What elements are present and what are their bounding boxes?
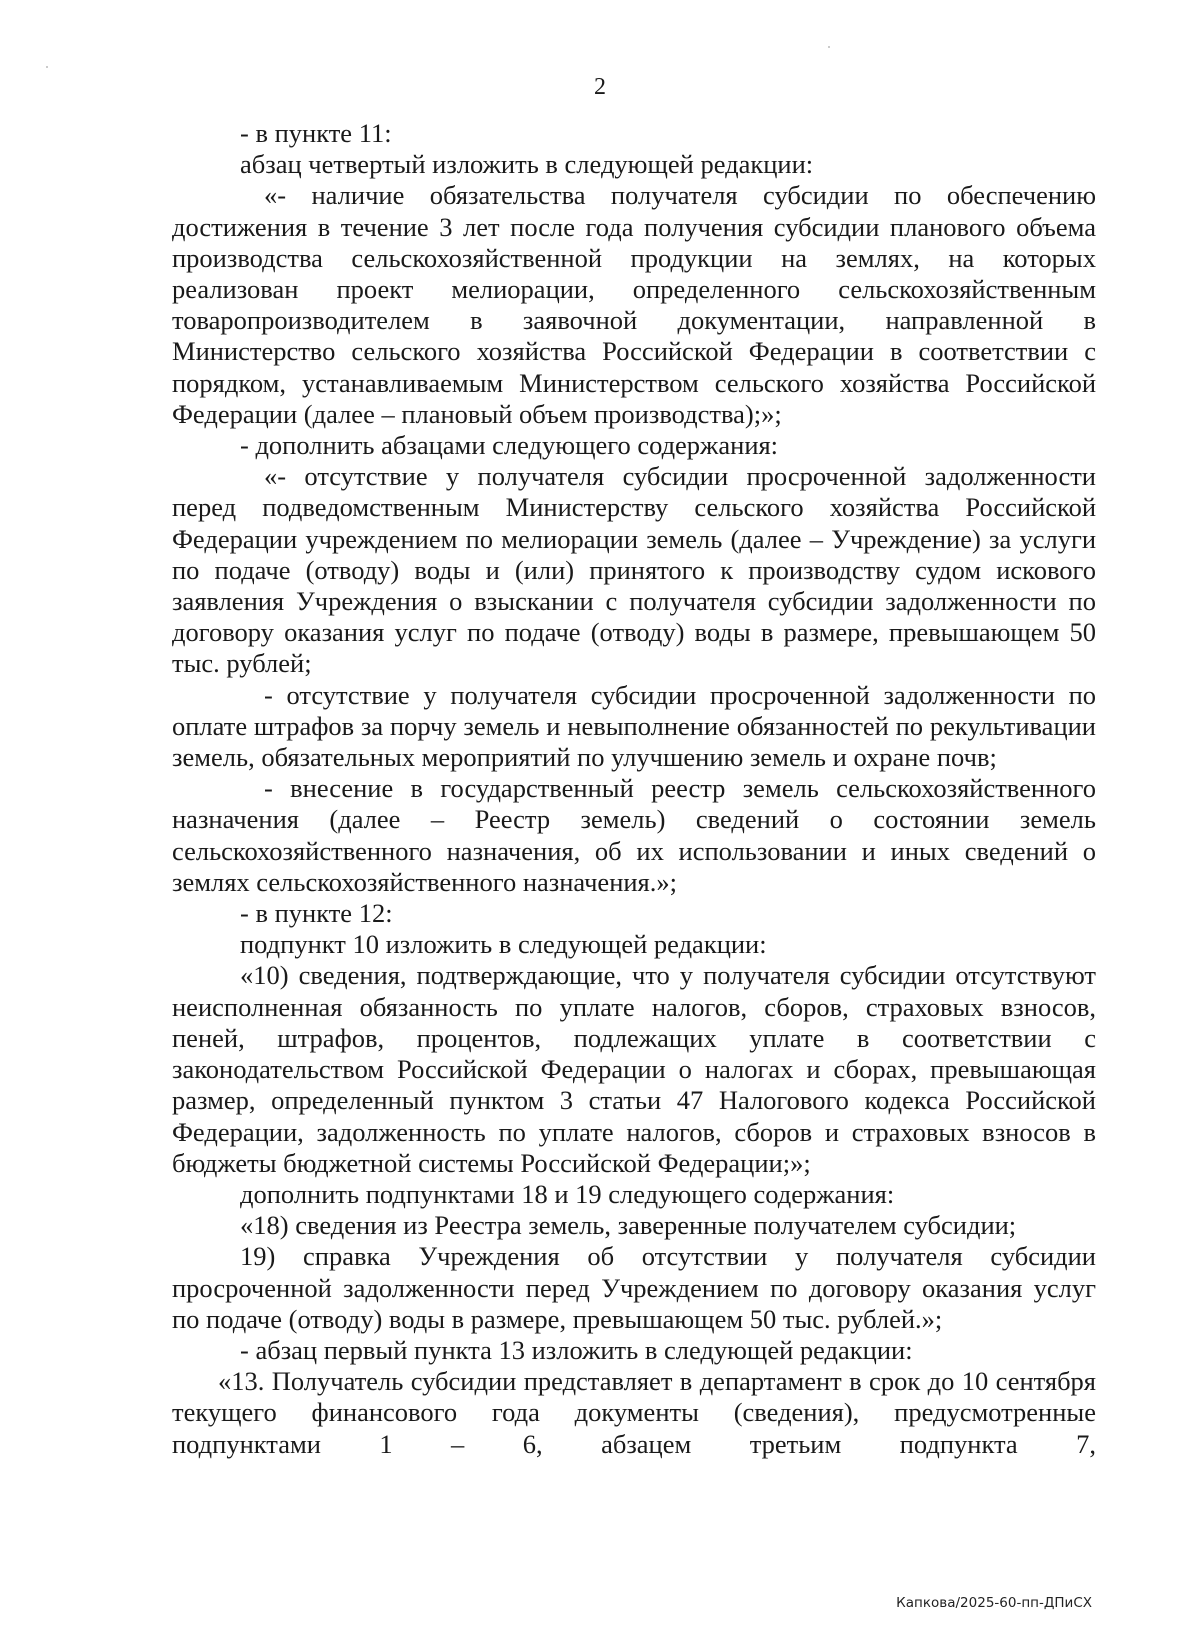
paragraph: - внесение в государственный реестр земель сельскохозяйственного назначения (далее – Реестр земель) сведений о состоянии земель сельскохозяйственного назначения, об их использовании и иных сведений о землях сельскохозяйственного назначения.»; (172, 773, 1096, 897)
paragraph: подпункт 10 изложить в следующей редакции: (240, 929, 767, 960)
paragraph: - абзац первый пункта 13 изложить в следующей редакции: (240, 1334, 913, 1365)
scan-speck (46, 66, 48, 68)
paragraph: абзац четвертый изложить в следующей редакции: (240, 149, 814, 180)
paragraph: «13. Получатель субсидии представляет в департамент в срок до 10 сентября текущего финансового года документы (сведения), предусмотренные подпунктами 1 – 6, абзацем третьим подпункта 7, (172, 1366, 1096, 1459)
paragraph: - дополнить абзацами следующего содержания: (240, 430, 779, 461)
paragraph: - отсутствие у получателя субсидии просроченной задолженности по оплате штрафов за порчу земель и невыполнение обязанностей по рекультивации земель, обязательных мероприятий по улучшению земель и охране почв; (172, 679, 1096, 773)
paragraph: «18) сведения из Реестра земель, заверенные получателем субсидии; (240, 1210, 1017, 1241)
paragraph: «10) сведения, подтверждающие, что у получателя субсидии отсутствуют неисполненная обязанность по уплате налогов, сборов, страховых взносов, пеней, штрафов, процентов, подлежащих уплате в соответствии с законодательством Российской Федерации о налогах и сборах, превышающая размер, определенный пунктом 3 статьи 47 Налогового кодекса Российской Федерации, задолженность по уплате налогов, сборов и страховых взносов в бюджеты бюджетной системы Российской Федерации;»; (172, 960, 1096, 1178)
page-number: 2 (594, 74, 606, 100)
paragraph: 19) справка Учреждения об отсутствии у получателя субсидии просроченной задолженности перед Учреждением по договору оказания услуг по подаче (отводу) воды в размере, превышающем 50 тыс. рублей.»; (172, 1241, 1096, 1334)
scan-speck (828, 46, 830, 48)
paragraph: «- отсутствие у получателя субсидии просроченной задолженности перед подведомственным Министерству сельского хозяйства Российской Федерации учреждением по мелиорации земель (далее – Учреждение) за услуги по подаче (отводу) воды и (или) принятого к производству судом искового заявления Учреждения о взыскании с получателя субсидии задолженности по договору оказания услуг по подаче (отводу) воды в размере, превышающем 50 тыс. рублей; (172, 461, 1096, 679)
paragraph: «- наличие обязательства получателя субсидии по обеспечению достижения в течение 3 лет после года получения субсидии планового объема производства сельскохозяйственной продукции на землях, на которых реализован проект мелиорации, определенного сельскохозяйственным товаропроизводителем в заявочной документации, направленной в Министерство сельского хозяйства Российской Федерации в соответствии с порядком, устанавливаемым Министерством сельского хозяйства Российской Федерации (далее – плановый объем производства);»; (172, 180, 1096, 429)
paragraph: - в пункте 11: (240, 118, 392, 148)
paragraph: - в пункте 12: (240, 898, 393, 929)
document-footer-code: Капкова/2025-60-пп-ДПиСХ (896, 1595, 1092, 1611)
document-body (172, 118, 1096, 1460)
paragraph: дополнить подпунктами 18 и 19 следующего содержания: (240, 1178, 895, 1209)
